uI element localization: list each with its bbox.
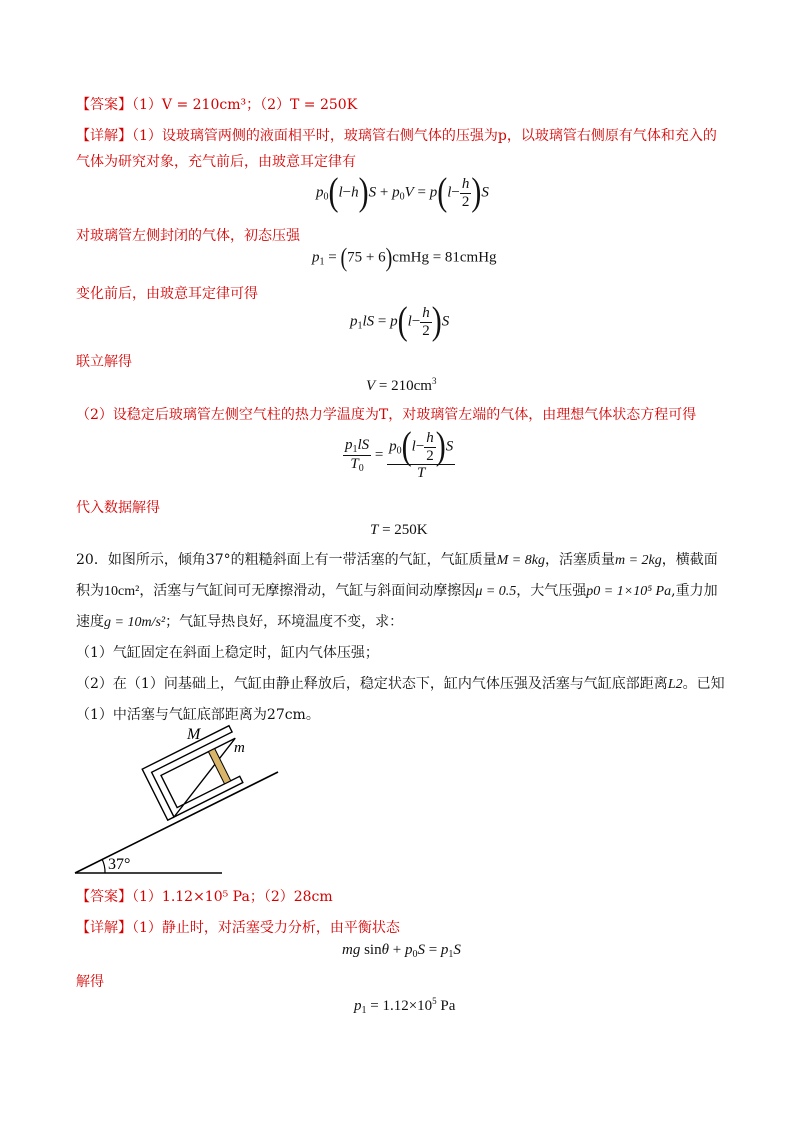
question-line-5: （2）在（1）问基础上，气缸由静止释放后，稳定状态下，缸内气体压强及活塞与气缸底部距离L2。已知 [76, 676, 725, 692]
gravity-acceleration: g = 10m/s² [104, 615, 166, 630]
question-line-6: （1）中活塞与气缸底部距离为27cm。 [76, 707, 320, 723]
equation-temperature-result: T = 250K [370, 522, 428, 538]
detail2-line-2: 解得 [76, 974, 104, 990]
equation-piston-balance: mg $\sin\theta + p_0S = p_1S$ [342, 942, 461, 960]
atmospheric-pressure: p0 = 1×10⁵ Pa [586, 584, 672, 599]
answer-part-2: （2）28cm [263, 889, 333, 905]
cross-section-area: 10cm² [104, 584, 140, 599]
equation-pressure-result: $p_1 = 1.12\times 10^5$ Pa [354, 996, 456, 1016]
detail2-line-1 [76, 919, 400, 937]
detail-text: （1）静止时，对活塞受力分析，由平衡状态 [132, 920, 400, 936]
question-line-3: 速度g = 10m/s²；气缸导热良好，环境温度不变，求： [76, 614, 404, 630]
answer-label: 【答案】 [76, 97, 132, 113]
detail-line-4: 变化前后，由玻意耳定律可得 [76, 286, 258, 302]
answer-part-2: （2）T = 250K [260, 97, 358, 113]
incline-cylinder-figure [72, 724, 292, 874]
piston-mass: m = 2kg [614, 553, 662, 568]
friction-coefficient: μ = 0.5 [475, 584, 517, 599]
question-line-2: 积为10cm²，活塞与气缸间可无摩擦滑动，气缸与斜面间动摩擦因μ = 0.5，大气压强p0 = 1×10⁵ Pa,重力加 [76, 583, 718, 599]
detail-label: 【详解】 [76, 128, 132, 144]
piston-mass-label: m [234, 740, 245, 756]
equation-gas-state: $\frac{p_1lS}{T_0}$ = $p_0(l-$ $\frac{h}{2}$ )S T [345, 424, 454, 481]
equation-initial-pressure: $p_1 = (75$ + 6)cmHg = 81cmHg [312, 243, 497, 273]
cylinder-mass-label: M [187, 726, 201, 743]
equation-volume-result: $V = 210cm^3$ [366, 376, 437, 394]
distance-l2: L2 [667, 677, 683, 692]
detail-line-1 [76, 127, 717, 145]
detail-line-2: 气体为研究对象，充气前后，由玻意耳定律有 [76, 154, 356, 170]
answer-line-2 [76, 888, 333, 906]
answer-label: 【答案】 [76, 889, 132, 905]
question-line-4: （1）气缸固定在斜面上稳定时，缸内气体压强； [76, 645, 379, 661]
question-line-1: 20．如图所示，倾角37°的粗糙斜面上有一带活塞的气缸，气缸质量M = 8kg，活塞质量m = 2kg，横截面 [76, 552, 718, 568]
equation-boyle-1: $p_0(l-h)S + p_0V = p(l-$ $\frac{h}{2}$ )S [316, 170, 489, 214]
detail-text: （1）设玻璃管两侧的液面相平时，玻璃管右侧气体的压强为p，以玻璃管右侧原有气体和充入的 [132, 128, 717, 144]
detail-line-3: 对玻璃管左侧封闭的气体，初态压强 [76, 228, 300, 244]
answer-part-1: （1）V = 210cm³； [132, 97, 261, 113]
detail-line-5: 联立解得 [76, 354, 132, 370]
angle-label: 37° [108, 856, 131, 873]
answer-line-1 [76, 96, 357, 114]
detail-line-7: 代入数据解得 [76, 500, 160, 516]
detail-line-6: （2）设稳定后玻璃管左侧空气柱的热力学温度为T，对玻璃管左端的气体，由理想气体状态方程可得 [76, 407, 697, 423]
equation-boyle-2: $p_1lS = p(l-$ $\frac{h}{2}$ )S [350, 299, 450, 343]
answer-part-1: （1）1.12×10⁵ Pa； [132, 889, 264, 905]
angle-arc [102, 859, 105, 873]
detail-label: 【详解】 [76, 920, 132, 936]
cylinder-mass: M = 8kg [496, 553, 545, 568]
